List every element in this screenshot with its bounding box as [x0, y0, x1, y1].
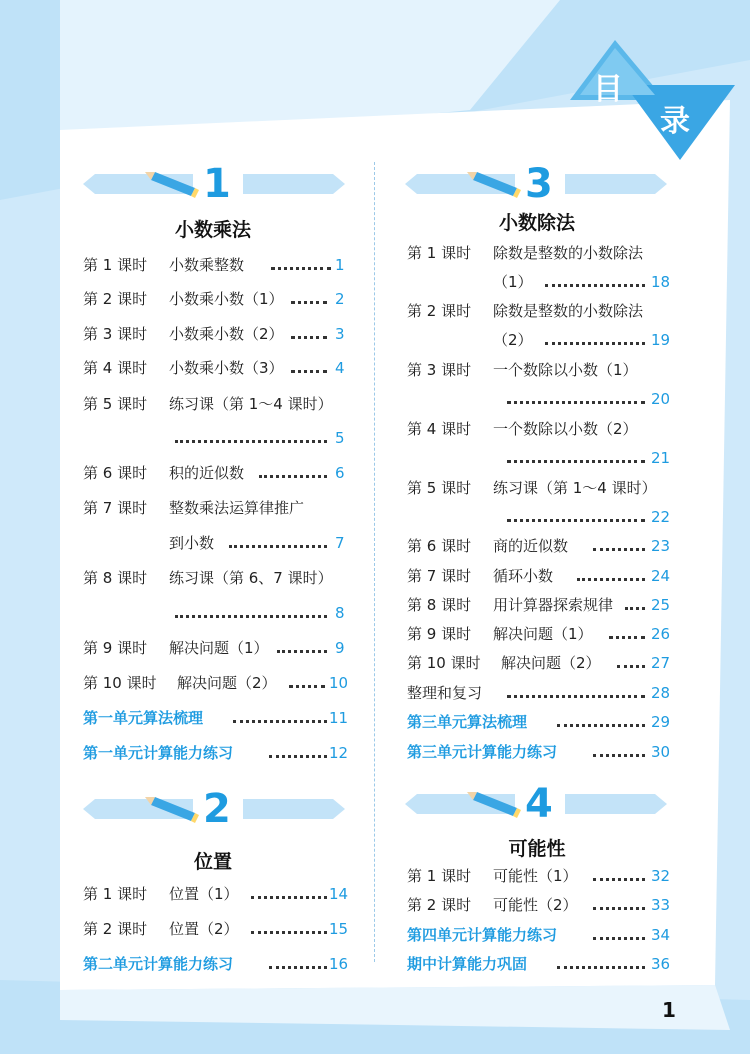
entry-title: 解决问题（1） [169, 639, 269, 657]
page-number: 9 [335, 639, 345, 657]
section-1-number: 1 [203, 161, 231, 207]
entry-title: 解决问题（2） [501, 654, 601, 672]
page-number: 21 [651, 449, 671, 467]
toc-entry[interactable] [407, 742, 672, 762]
lesson-label: 第 6 课时 [83, 464, 148, 482]
leader-dots [617, 653, 645, 673]
page-number: 36 [651, 955, 671, 973]
lesson-label: 第 1 课时 [407, 244, 472, 262]
section-2-banner [83, 787, 345, 831]
toc-entry[interactable] [407, 954, 672, 974]
entry-title: 小数乘小数（1） [169, 290, 284, 308]
page-number: 2 [335, 290, 345, 308]
entry-title: 可能性（1） [493, 867, 578, 885]
page-number: 18 [651, 273, 671, 291]
lesson-label: 第 9 课时 [407, 625, 472, 643]
lesson-label: 第 10 课时 [407, 654, 481, 672]
entry-title-continued: （1） [493, 273, 533, 291]
leader-dots [289, 673, 325, 693]
leader-dots [557, 712, 645, 732]
entry-title: 可能性（2） [493, 896, 578, 914]
toc-entry[interactable] [83, 673, 348, 693]
page-number: 3 [335, 325, 345, 343]
section-2-number: 2 [203, 786, 231, 832]
page-number: 33 [651, 896, 671, 914]
leader-dots [557, 954, 645, 974]
toc-entry[interactable] [83, 638, 348, 658]
leader-dots [593, 866, 645, 886]
toc-entry[interactable] [407, 360, 672, 410]
entry-title: 用计算器探索规律 [493, 596, 614, 614]
section-3-title: 小数除法 [498, 212, 575, 234]
lesson-label: 第 1 课时 [83, 885, 148, 903]
lesson-label: 第 10 课时 [83, 674, 157, 692]
section-4-title: 可能性 [508, 838, 566, 860]
page-number: 23 [651, 537, 671, 555]
toc-header-mu: 目 [593, 72, 623, 107]
page-number: 26 [651, 625, 671, 643]
page-number: 12 [329, 744, 349, 762]
toc-entry[interactable] [407, 478, 672, 528]
toc-entry[interactable] [407, 301, 672, 351]
leader-dots [251, 919, 327, 939]
entry-title: 第一单元算法梳理 [83, 709, 204, 727]
page-number: 20 [651, 390, 671, 408]
page-number: 10 [329, 674, 349, 692]
page-number: 16 [329, 955, 349, 973]
leader-dots [507, 448, 645, 468]
leader-dots [507, 683, 645, 703]
entry-title: 整理和复习 [407, 684, 483, 702]
toc-entry[interactable] [407, 595, 672, 615]
page-number-footer: 1 [662, 998, 676, 1022]
section-4-number: 4 [525, 781, 553, 827]
page-number: 7 [335, 534, 345, 552]
lesson-label: 第 9 课时 [83, 639, 148, 657]
lesson-label: 第 7 课时 [407, 567, 472, 585]
lesson-label: 第 5 课时 [83, 395, 148, 413]
leader-dots [625, 595, 645, 615]
lesson-label: 第 8 课时 [83, 569, 148, 587]
toc-entry[interactable] [83, 954, 348, 974]
toc-entry[interactable] [83, 568, 348, 624]
page-number: 5 [335, 429, 345, 447]
page-number: 15 [329, 920, 349, 938]
toc-entry[interactable] [83, 324, 348, 344]
column-divider [374, 162, 375, 962]
entry-title: 整数乘法运算律推广 [169, 499, 305, 517]
toc-entry[interactable] [83, 255, 348, 275]
lesson-label: 第 5 课时 [407, 479, 472, 497]
leader-dots [277, 638, 327, 658]
section-2-title: 位置 [193, 851, 232, 873]
entry-title: 除数是整数的小数除法 [493, 302, 644, 320]
section-3-number: 3 [525, 161, 553, 207]
entry-title: 第一单元计算能力练习 [83, 744, 234, 762]
entry-title: 商的近似数 [493, 537, 569, 555]
lesson-label: 第 2 课时 [83, 920, 148, 938]
lesson-label: 第 4 课时 [83, 359, 148, 377]
page-number: 30 [651, 743, 671, 761]
toc-entry[interactable] [407, 419, 672, 469]
leader-dots [175, 603, 327, 623]
leader-dots [175, 428, 327, 448]
toc-entry[interactable] [83, 358, 348, 378]
leader-dots [251, 884, 327, 904]
entry-title: 一个数除以小数（2） [493, 420, 638, 438]
toc-entry[interactable] [407, 536, 672, 556]
lesson-label: 第 3 课时 [83, 325, 148, 343]
lesson-label: 第 1 课时 [83, 256, 148, 274]
section-4-banner [405, 782, 667, 826]
entry-title: 除数是整数的小数除法 [493, 244, 644, 262]
leader-dots [507, 389, 645, 409]
toc-header-lu: 录 [660, 104, 690, 139]
leader-dots [291, 324, 327, 344]
entry-title-continued: 到小数 [169, 534, 215, 552]
page-number: 22 [651, 508, 671, 526]
page-number: 24 [651, 567, 671, 585]
entry-title: 解决问题（1） [493, 625, 593, 643]
toc-entry[interactable] [407, 712, 672, 732]
leader-dots [291, 358, 327, 378]
toc-entry[interactable] [407, 895, 672, 915]
section-3-banner [405, 162, 667, 206]
leader-dots [271, 255, 331, 275]
entry-title: 位置（1） [169, 885, 239, 903]
leader-dots [593, 742, 645, 762]
leader-dots [259, 463, 327, 483]
leader-dots [593, 895, 645, 915]
entry-title: 第三单元计算能力练习 [407, 743, 558, 761]
toc-entry[interactable] [407, 566, 672, 586]
leader-dots [233, 708, 327, 728]
lesson-label: 第 2 课时 [407, 896, 472, 914]
page-number: 28 [651, 684, 671, 702]
leader-dots [593, 536, 645, 556]
entry-title: 练习课（第 1～4 课时） [169, 395, 333, 413]
entry-title: 小数乘小数（3） [169, 359, 284, 377]
toc-entry[interactable] [83, 919, 348, 939]
toc-entry[interactable] [83, 884, 348, 904]
leader-dots [291, 289, 327, 309]
entry-title: 第三单元算法梳理 [407, 713, 528, 731]
toc-entry[interactable] [407, 243, 672, 293]
entry-title: 循环小数 [493, 567, 554, 585]
lesson-label: 第 8 课时 [407, 596, 472, 614]
section-1-banner [83, 162, 345, 206]
page-number: 8 [335, 604, 345, 622]
toc-entry[interactable] [83, 708, 348, 728]
leader-dots [545, 272, 645, 292]
page-number: 6 [335, 464, 345, 482]
toc-entry[interactable] [83, 394, 348, 450]
entry-title-continued: （2） [493, 331, 533, 349]
entry-title: 练习课（第 1～4 课时） [493, 479, 657, 497]
page-number: 19 [651, 331, 671, 349]
leader-dots [507, 507, 645, 527]
entry-title: 第四单元计算能力练习 [407, 926, 558, 944]
entry-title: 练习课（第 6、7 课时） [169, 569, 333, 587]
lesson-label: 第 4 课时 [407, 420, 472, 438]
entry-title: 解决问题（2） [177, 674, 277, 692]
page-number: 34 [651, 926, 671, 944]
lesson-label: 第 2 课时 [83, 290, 148, 308]
page-number: 4 [335, 359, 345, 377]
page-number: 14 [329, 885, 349, 903]
leader-dots [545, 330, 645, 350]
entry-title: 一个数除以小数（1） [493, 361, 638, 379]
leader-dots [577, 566, 645, 586]
entry-title: 积的近似数 [169, 464, 245, 482]
toc-entry[interactable] [407, 866, 672, 886]
entry-title: 小数乘整数 [169, 256, 245, 274]
page-number: 11 [329, 709, 349, 727]
page-number: 32 [651, 867, 671, 885]
leader-dots [593, 925, 645, 945]
leader-dots [269, 954, 327, 974]
toc-entry[interactable] [83, 498, 348, 554]
leader-dots [229, 533, 327, 553]
lesson-label: 第 7 课时 [83, 499, 148, 517]
entry-title: 第二单元计算能力练习 [83, 955, 234, 973]
lesson-label: 第 3 课时 [407, 361, 472, 379]
page-number: 1 [335, 256, 345, 274]
entry-title: 小数乘小数（2） [169, 325, 284, 343]
toc-entry[interactable] [83, 289, 348, 309]
page-number: 25 [651, 596, 671, 614]
lesson-label: 第 2 课时 [407, 302, 472, 320]
lesson-label: 第 6 课时 [407, 537, 472, 555]
toc-entry[interactable] [83, 743, 348, 763]
toc-entry[interactable] [407, 683, 672, 703]
toc-entry[interactable] [407, 925, 672, 945]
toc-entry[interactable] [407, 653, 672, 673]
leader-dots [609, 624, 645, 644]
entry-title: 位置（2） [169, 920, 239, 938]
lesson-label: 第 1 课时 [407, 867, 472, 885]
page-number: 27 [651, 654, 671, 672]
page-number: 29 [651, 713, 671, 731]
toc-entry[interactable] [83, 463, 348, 483]
leader-dots [269, 743, 327, 763]
entry-title: 期中计算能力巩固 [407, 955, 528, 973]
toc-entry[interactable] [407, 624, 672, 644]
section-1-title: 小数乘法 [174, 219, 251, 241]
